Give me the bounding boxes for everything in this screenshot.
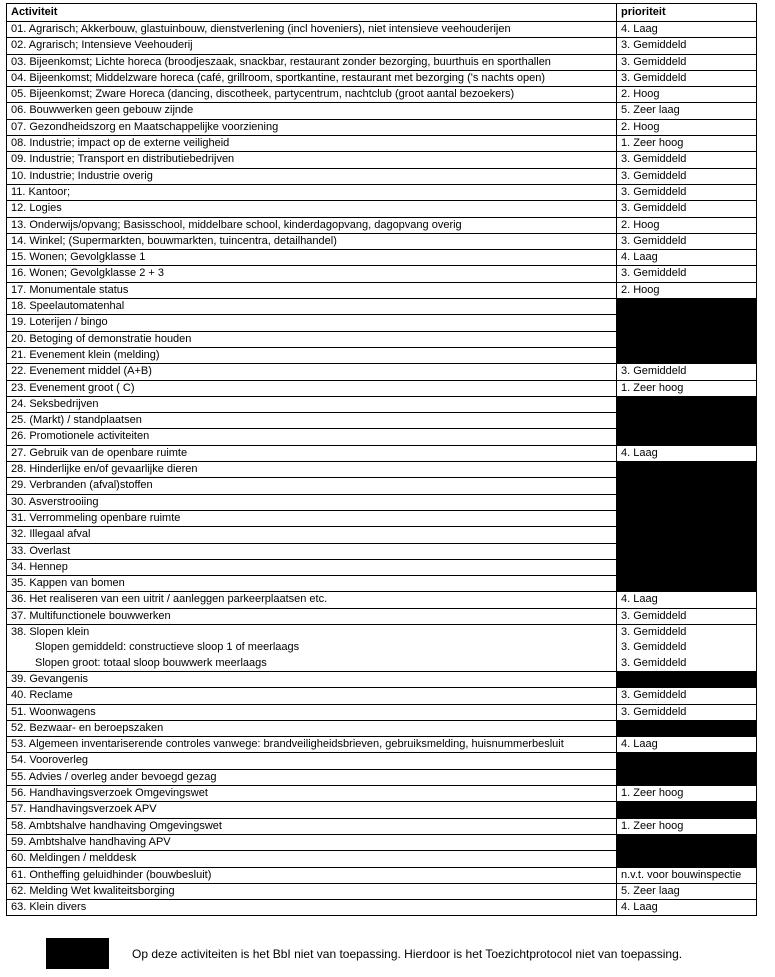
priority-cell: 3. Gemiddeld <box>617 688 757 704</box>
activity-cell: 19. Loterijen / bingo <box>7 315 617 331</box>
table-body-row38 <box>7 624 757 671</box>
priority-cell: 3. Gemiddeld <box>617 38 757 54</box>
activity-cell: 21. Evenement klein (melding) <box>7 347 617 363</box>
not-applicable-cell <box>617 413 757 429</box>
activity-cell: 40. Reclame <box>7 688 617 704</box>
priority-cell: 1. Zeer hoog <box>617 786 757 802</box>
not-applicable-cell <box>617 429 757 445</box>
activity-cell: 60. Meldingen / melddesk <box>7 851 617 867</box>
activity-cell: 02. Agrarisch; Intensieve Veehouderij <box>7 38 617 54</box>
table-row <box>7 282 757 298</box>
not-applicable-cell <box>617 331 757 347</box>
activity-cell: 34. Hennep <box>7 559 617 575</box>
activity-cell: 05. Bijeenkomst; Zware Horeca (dancing, discotheek, partycentrum, nachtclub (groot aantal bezoekers) <box>7 87 617 103</box>
table-row <box>7 413 757 429</box>
table-row <box>7 802 757 818</box>
priority-cell: 2. Hoog <box>617 119 757 135</box>
table-row <box>7 818 757 834</box>
table-row <box>7 119 757 135</box>
activity-cell: 14. Winkel; (Supermarkten, bouwmarkten, tuincentra, detailhandel) <box>7 233 617 249</box>
table-row <box>7 217 757 233</box>
activity-cell: 57. Handhavingsverzoek APV <box>7 802 617 818</box>
table-row <box>7 347 757 363</box>
activity-cell <box>7 624 617 671</box>
activity-cell: 56. Handhavingsverzoek Omgevingswet <box>7 786 617 802</box>
priority-cell: 1. Zeer hoog <box>617 136 757 152</box>
activity-cell: 37. Multifunctionele bouwwerken <box>7 608 617 624</box>
not-applicable-cell <box>617 851 757 867</box>
not-applicable-cell <box>617 347 757 363</box>
table-row <box>7 494 757 510</box>
table-row <box>7 22 757 38</box>
activity-cell: 30. Asverstrooiing <box>7 494 617 510</box>
table-row <box>7 233 757 249</box>
priority-cell: 1. Zeer hoog <box>617 380 757 396</box>
activity-cell: 59. Ambtshalve handhaving APV <box>7 834 617 850</box>
not-applicable-cell <box>617 462 757 478</box>
table-row <box>7 851 757 867</box>
table-row <box>7 299 757 315</box>
activity-cell: 11. Kantoor; <box>7 184 617 200</box>
activity-cell: 03. Bijeenkomst; Lichte horeca (broodjeszaak, snackbar, restaurant zonder bezorging, buurthuis en sporthallen <box>7 54 617 70</box>
activity-cell: 12. Logies <box>7 201 617 217</box>
priority-cell: 3. Gemiddeld <box>617 608 757 624</box>
activity-cell: 26. Promotionele activiteiten <box>7 429 617 445</box>
activity-cell: 24. Seksbedrijven <box>7 396 617 412</box>
table-row <box>7 527 757 543</box>
table-row <box>7 201 757 217</box>
not-applicable-cell <box>617 559 757 575</box>
activity-cell: 33. Overlast <box>7 543 617 559</box>
table-row <box>7 445 757 461</box>
table-row <box>7 624 757 671</box>
table-row <box>7 737 757 753</box>
priority-cell: 3. Gemiddeld <box>617 201 757 217</box>
priority-cell: 2. Hoog <box>617 87 757 103</box>
activity-cell: 13. Onderwijs/opvang; Basisschool, middelbare school, kinderdagopvang, dagopvang overig <box>7 217 617 233</box>
priority-cell: 3. Gemiddeld <box>617 704 757 720</box>
not-applicable-cell <box>617 478 757 494</box>
priority-line: 3. Gemiddeld <box>621 656 687 669</box>
priority-cell: 3. Gemiddeld <box>617 364 757 380</box>
table-row <box>7 168 757 184</box>
not-applicable-cell <box>617 576 757 592</box>
table-row <box>7 720 757 736</box>
activity-cell: 61. Ontheffing geluidhinder (bouwbesluit) <box>7 867 617 883</box>
priority-cell <box>617 624 757 671</box>
priority-cell: 2. Hoog <box>617 217 757 233</box>
activity-cell: 62. Melding Wet kwaliteitsborging <box>7 883 617 899</box>
table-row <box>7 883 757 899</box>
activity-cell: 39. Gevangenis <box>7 671 617 687</box>
priority-cell: 3. Gemiddeld <box>617 233 757 249</box>
table-row <box>7 250 757 266</box>
not-applicable-cell <box>617 315 757 331</box>
table-row <box>7 152 757 168</box>
table-body-top <box>7 22 757 625</box>
table-row <box>7 38 757 54</box>
table-row <box>7 753 757 769</box>
header-priority: prioriteit <box>617 4 757 22</box>
activity-cell: 23. Evenement groot ( C) <box>7 380 617 396</box>
priority-cell: 3. Gemiddeld <box>617 70 757 86</box>
table-row <box>7 315 757 331</box>
not-applicable-cell <box>617 769 757 785</box>
not-applicable-cell <box>617 396 757 412</box>
table-row <box>7 462 757 478</box>
activity-cell: 16. Wonen; Gevolgklasse 2 + 3 <box>7 266 617 282</box>
table-row <box>7 478 757 494</box>
activity-cell: 32. Illegaal afval <box>7 527 617 543</box>
table-row <box>7 867 757 883</box>
priority-cell: 2. Hoog <box>617 282 757 298</box>
activity-cell: 08. Industrie; impact op de externe veiligheid <box>7 136 617 152</box>
activity-cell: 58. Ambtshalve handhaving Omgevingswet <box>7 818 617 834</box>
activity-cell: 52. Bezwaar- en beroepszaken <box>7 720 617 736</box>
table-row <box>7 136 757 152</box>
activity-cell: 09. Industrie; Transport en distributiebedrijven <box>7 152 617 168</box>
table-row <box>7 364 757 380</box>
priority-cell: 4. Laag <box>617 22 757 38</box>
activity-cell: 53. Algemeen inventariserende controles vanwege: brandveiligheidsbrieven, gebruiksmelding, huisnummerbesluit <box>7 737 617 753</box>
priority-cell: 4. Laag <box>617 445 757 461</box>
table-row <box>7 184 757 200</box>
table-row <box>7 704 757 720</box>
not-applicable-cell <box>617 510 757 526</box>
table-row <box>7 688 757 704</box>
not-applicable-cell <box>617 834 757 850</box>
priority-cell: 1. Zeer hoog <box>617 818 757 834</box>
activity-cell: 15. Wonen; Gevolgklasse 1 <box>7 250 617 266</box>
table-row <box>7 608 757 624</box>
activity-cell: 25. (Markt) / standplaatsen <box>7 413 617 429</box>
priority-cell: n.v.t. voor bouwinspectie <box>617 867 757 883</box>
activity-cell: 55. Advies / overleg ander bevoegd gezag <box>7 769 617 785</box>
activity-cell: 04. Bijeenkomst; Middelzware horeca (café, grillroom, sportkantine, restaurant met bezorging ('s nachts open) <box>7 70 617 86</box>
table-row <box>7 592 757 608</box>
priority-line: 3. Gemiddeld <box>621 625 687 638</box>
priority-cell: 3. Gemiddeld <box>617 152 757 168</box>
priority-cell: 3. Gemiddeld <box>617 168 757 184</box>
activity-cell: 01. Agrarisch; Akkerbouw, glastuinbouw, dienstverlening (incl hoveniers), niet intensieve veehouderijen <box>7 22 617 38</box>
table-row <box>7 786 757 802</box>
table-row <box>7 671 757 687</box>
not-applicable-cell <box>617 753 757 769</box>
activity-cell: 22. Evenement middel (A+B) <box>7 364 617 380</box>
activity-cell: 07. Gezondheidszorg en Maatschappelijke voorziening <box>7 119 617 135</box>
priority-cell: 4. Laag <box>617 900 757 916</box>
legend-text: Op deze activiteiten is het BbI niet van toepassing. Hierdoor is het Toezichtprotocol niet van toepassing. <box>132 947 683 961</box>
activity-priority-table <box>6 3 757 916</box>
not-applicable-cell <box>617 494 757 510</box>
not-applicable-cell <box>617 802 757 818</box>
table-row <box>7 510 757 526</box>
table-row <box>7 54 757 70</box>
activity-line: Slopen groot: totaal sloop bouwwerk meerlaags <box>35 656 267 669</box>
activity-cell: 20. Betoging of demonstratie houden <box>7 331 617 347</box>
table-row <box>7 834 757 850</box>
activity-cell: 10. Industrie; Industrie overig <box>7 168 617 184</box>
activity-cell: 35. Kappen van bomen <box>7 576 617 592</box>
table-row <box>7 331 757 347</box>
activity-cell: 51. Woonwagens <box>7 704 617 720</box>
activity-cell: 27. Gebruik van de openbare ruimte <box>7 445 617 461</box>
activity-cell: 54. Vooroverleg <box>7 753 617 769</box>
activity-cell: 28. Hinderlijke en/of gevaarlijke dieren <box>7 462 617 478</box>
header-activity: Activiteit <box>7 4 617 22</box>
legend-black-swatch <box>46 938 109 969</box>
priority-cell: 4. Laag <box>617 737 757 753</box>
table-row <box>7 266 757 282</box>
priority-cell: 4. Laag <box>617 250 757 266</box>
priority-line: 3. Gemiddeld <box>621 641 687 654</box>
activity-cell: 18. Speelautomatenhal <box>7 299 617 315</box>
table-row <box>7 543 757 559</box>
not-applicable-cell <box>617 720 757 736</box>
priority-cell: 3. Gemiddeld <box>617 266 757 282</box>
not-applicable-cell <box>617 527 757 543</box>
table-row <box>7 103 757 119</box>
table-row <box>7 769 757 785</box>
priority-cell: 4. Laag <box>617 592 757 608</box>
priority-cell: 3. Gemiddeld <box>617 54 757 70</box>
table-row <box>7 380 757 396</box>
not-applicable-cell <box>617 299 757 315</box>
table-header-row <box>7 4 757 22</box>
table-row <box>7 900 757 916</box>
table-row <box>7 87 757 103</box>
not-applicable-cell <box>617 543 757 559</box>
activity-cell: 31. Verrommeling openbare ruimte <box>7 510 617 526</box>
activity-cell: 17. Monumentale status <box>7 282 617 298</box>
priority-cell: 5. Zeer laag <box>617 883 757 899</box>
table-row <box>7 559 757 575</box>
activity-line: Slopen gemiddeld: constructieve sloop 1 of meerlaags <box>35 641 300 654</box>
activity-line: 38. Slopen klein <box>11 625 90 638</box>
priority-cell: 3. Gemiddeld <box>617 184 757 200</box>
priority-cell: 5. Zeer laag <box>617 103 757 119</box>
table-row <box>7 70 757 86</box>
table-body-bottom <box>7 671 757 915</box>
activity-cell: 29. Verbranden (afval)stoffen <box>7 478 617 494</box>
table-row <box>7 576 757 592</box>
activity-cell: 06. Bouwwerken geen gebouw zijnde <box>7 103 617 119</box>
table-row <box>7 396 757 412</box>
activity-cell: 36. Het realiseren van een uitrit / aanleggen parkeerplaatsen etc. <box>7 592 617 608</box>
not-applicable-cell <box>617 671 757 687</box>
table-row <box>7 429 757 445</box>
activity-cell: 63. Klein divers <box>7 900 617 916</box>
